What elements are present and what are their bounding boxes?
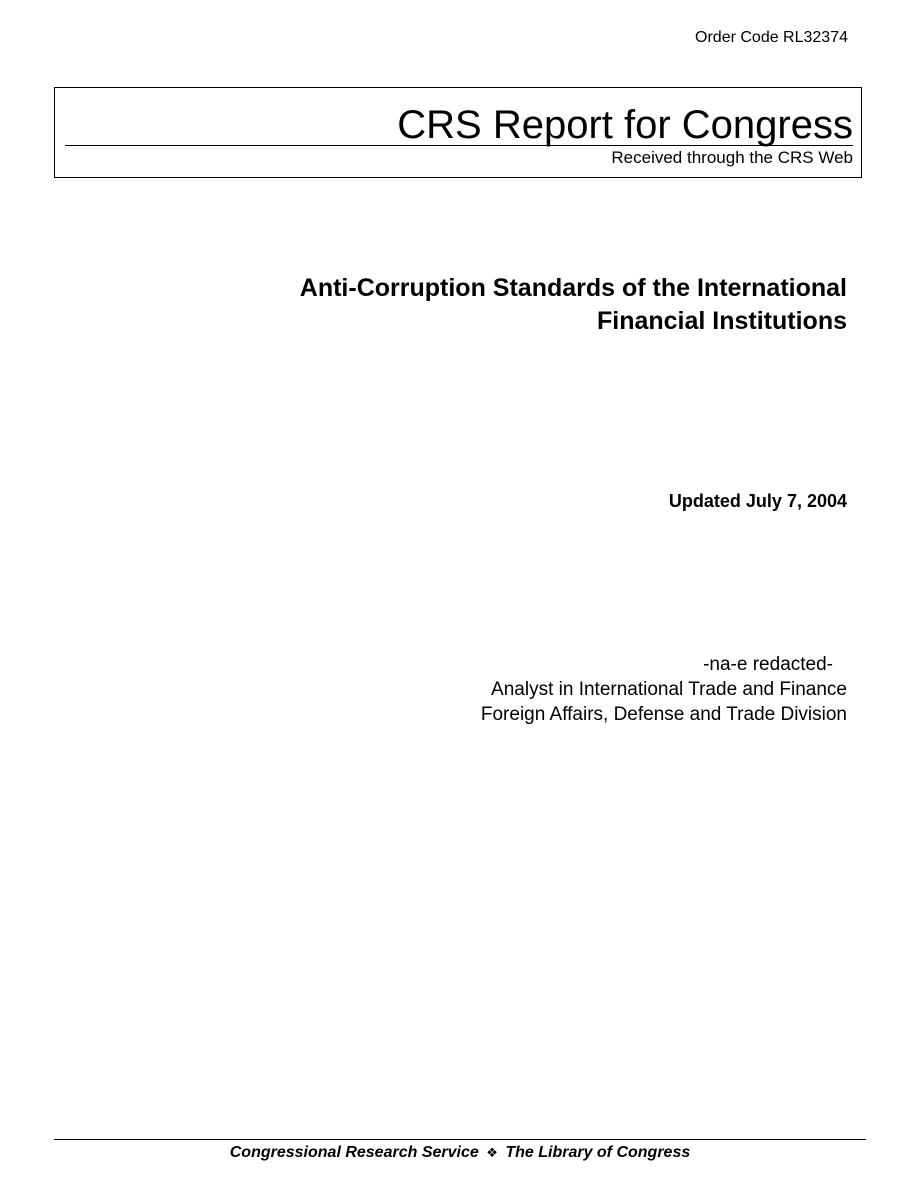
footer-organization: Congressional Research Service — [229, 1144, 479, 1161]
banner-divider — [65, 145, 853, 146]
author-division: Foreign Affairs, Defense and Trade Division — [480, 704, 847, 725]
footer — [0, 1143, 920, 1164]
report-title-line: Financial Institutions — [596, 307, 847, 335]
author-name: -na-e redacted- — [703, 654, 833, 675]
report-title-line: Anti-Corruption Standards of the International — [299, 274, 847, 302]
updated-date: Updated July 7, 2004 — [668, 491, 847, 511]
author-position: Analyst in International Trade and Finance — [491, 679, 847, 700]
banner-subtitle: Received through the CRS Web — [611, 148, 853, 167]
footer-library: The Library of Congress — [505, 1144, 691, 1161]
report-banner — [54, 87, 862, 178]
order-code: Order Code RL32374 — [695, 29, 848, 46]
author-block — [481, 652, 847, 727]
footer-divider — [54, 1139, 866, 1140]
diamond-separator-icon: ❖ — [486, 1146, 498, 1161]
report-title — [167, 272, 847, 338]
banner-title: CRS Report for Congress — [397, 103, 853, 147]
